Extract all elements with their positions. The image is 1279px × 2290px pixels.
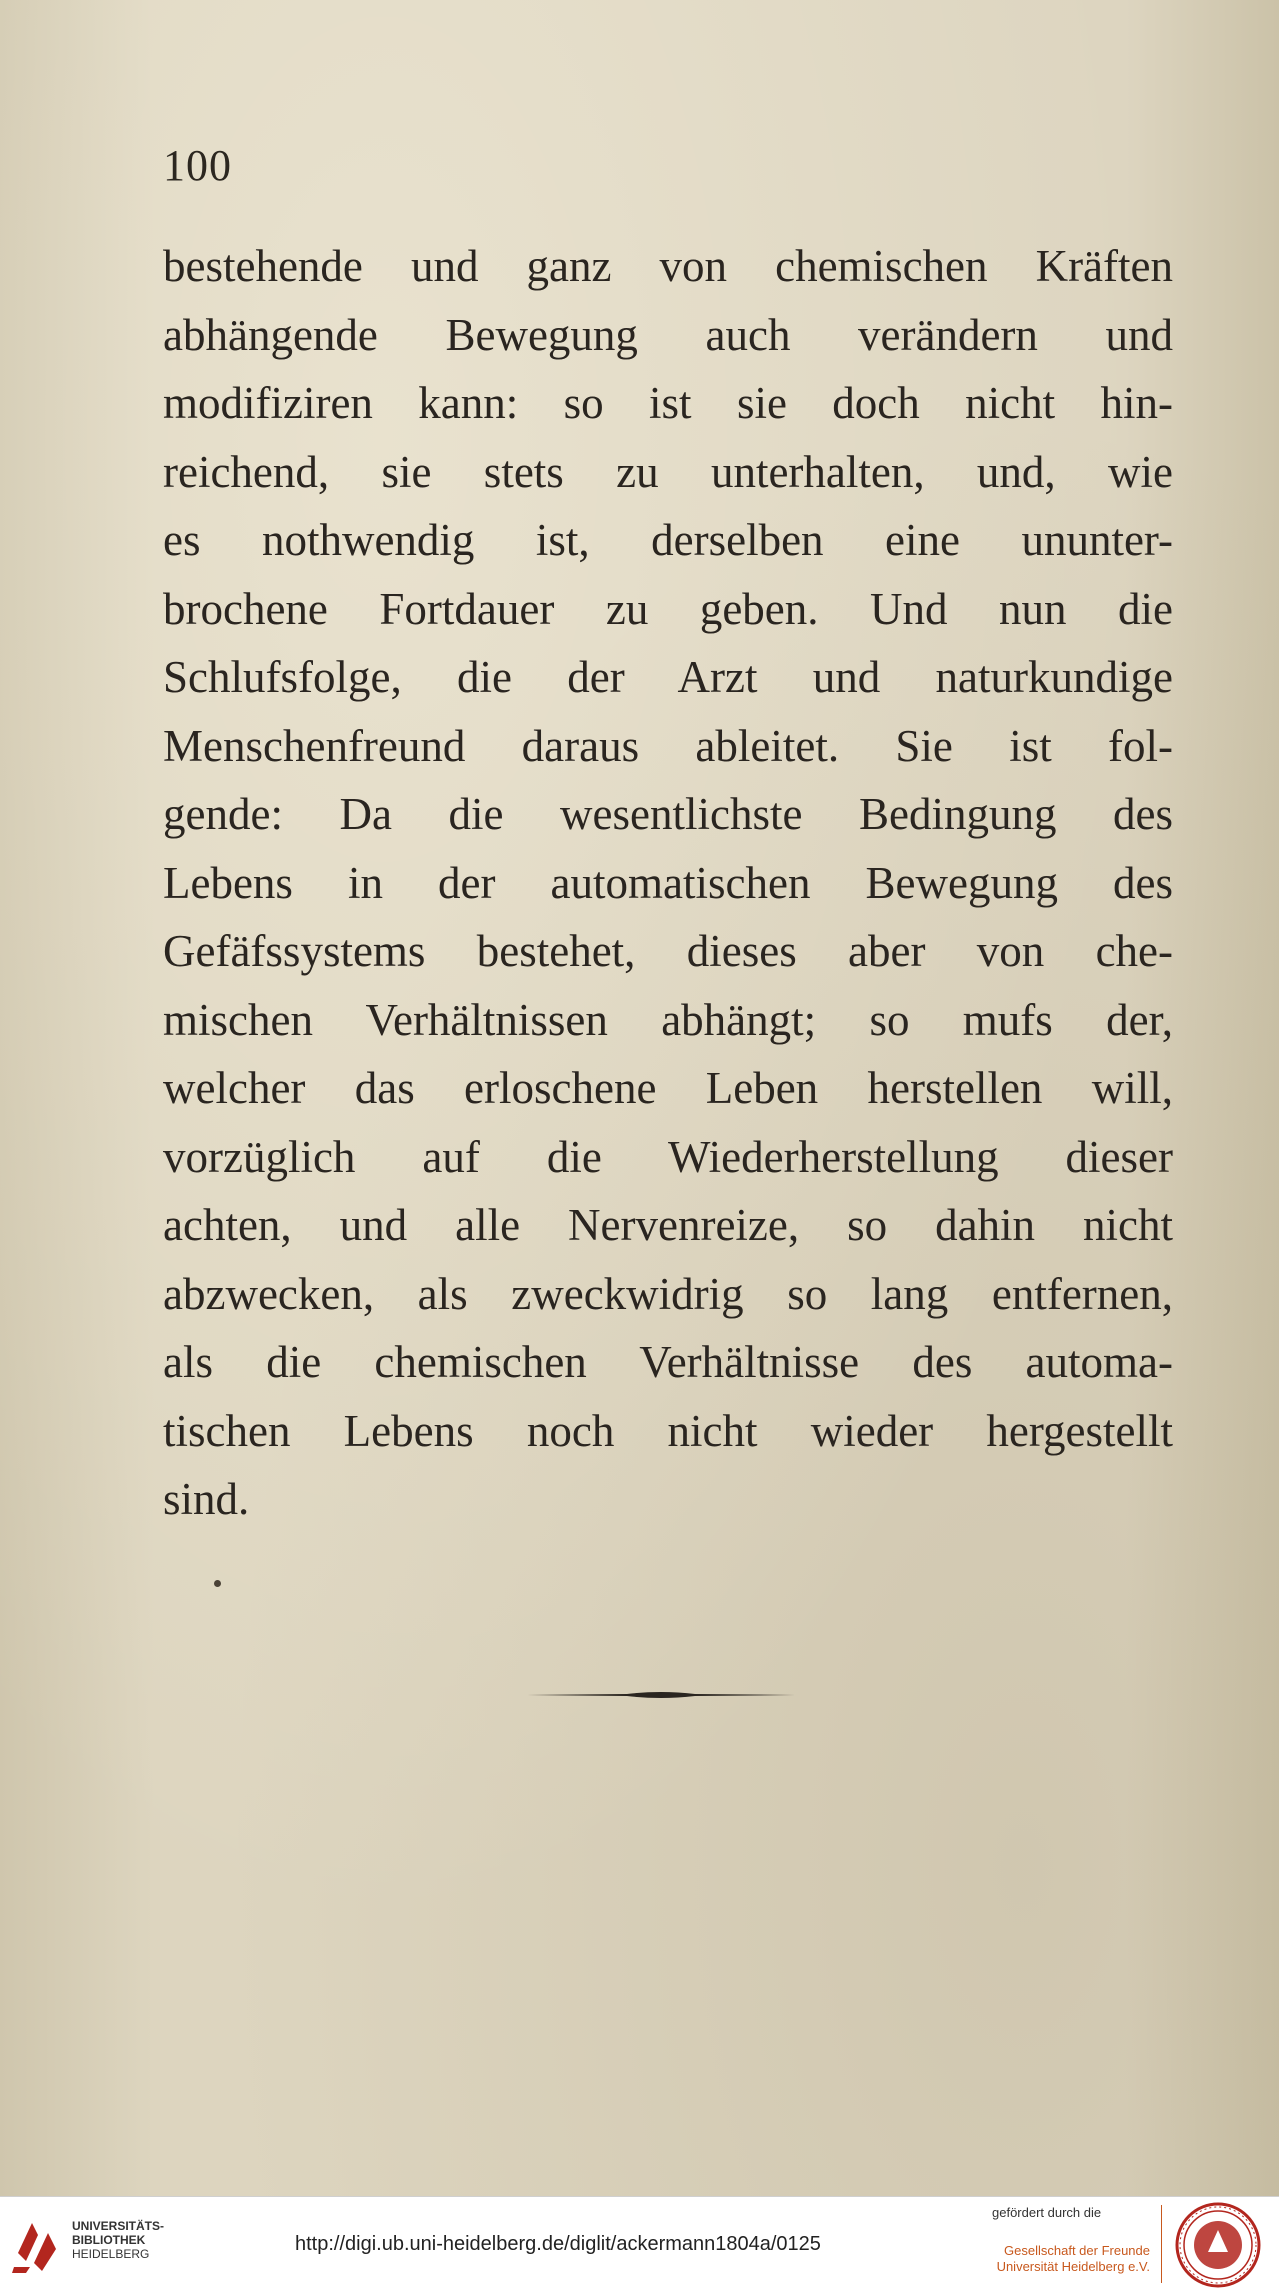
text-line: bestehende und ganz von chemischen Kräften <box>163 241 1173 291</box>
end-ornament-rule <box>527 1689 795 1701</box>
text-line: achten, und alle Nervenreize, so dahin nicht <box>163 1200 1173 1250</box>
text-line: Menschenfreund daraus ableitet. Sie ist fol- <box>163 720 1173 771</box>
footer-bar <box>0 2196 1279 2290</box>
sponsor-name-line: Universität Heidelberg e.V. <box>996 2259 1150 2274</box>
text-line: brochene Fortdauer zu geben. Und nun die <box>163 583 1173 634</box>
page-number: 100 <box>163 141 232 190</box>
university-library-logo <box>12 2213 66 2275</box>
text-line: Gefäfssystems bestehet, dieses aber von che- <box>163 926 1173 976</box>
text-line: mischen Verhältnissen abhängt; so mufs der, <box>163 994 1173 1045</box>
text-line: vorzüglich auf die Wiederherstellung dieser <box>163 1131 1173 1182</box>
text-line: welcher das erloschene Leben herstellen will, <box>163 1063 1173 1113</box>
text-line: abzwecken, als zweckwidrig so lang entfernen, <box>163 1268 1173 1319</box>
library-name-line: HEIDELBERG <box>72 2247 150 2261</box>
text-line: tischen Lebens noch nicht wieder hergestellt <box>163 1405 1173 1456</box>
library-name <box>72 2219 164 2261</box>
text-line: abhängende Bewegung auch verändern und <box>163 309 1173 360</box>
permalink-url[interactable]: http://digi.ub.uni-heidelberg.de/diglit/ackermann1804a/0125 <box>295 2233 821 2255</box>
sponsor-name-line: Gesellschaft der Freunde <box>1004 2243 1150 2258</box>
sponsor-name <box>990 2243 1150 2275</box>
body-text <box>163 232 1173 1534</box>
footer-divider <box>1161 2205 1162 2283</box>
text-line: gende: Da die wesentlichste Bedingung des <box>163 789 1173 839</box>
text-line: modifiziren kann: so ist sie doch nicht hin- <box>163 378 1173 428</box>
library-name-line: UNIVERSITÄTS- <box>72 2219 165 2233</box>
ink-speck <box>214 1580 221 1587</box>
university-seal-icon <box>1175 2202 1261 2288</box>
text-line: reichend, sie stets zu unterhalten, und, wie <box>163 446 1173 497</box>
text-line: als die chemischen Verhältnisse des automa- <box>163 1337 1173 1387</box>
library-name-line: BIBLIOTHEK <box>72 2233 146 2247</box>
sponsor-label: gefördert durch die <box>992 2205 1102 2220</box>
text-line: es nothwendig ist, derselben eine ununter- <box>163 515 1173 565</box>
text-line: Lebens in der automatischen Bewegung des <box>163 857 1173 908</box>
text-line: Schlufsfolge, die der Arzt und naturkundige <box>163 652 1173 702</box>
text-line: sind. <box>163 1474 250 1524</box>
